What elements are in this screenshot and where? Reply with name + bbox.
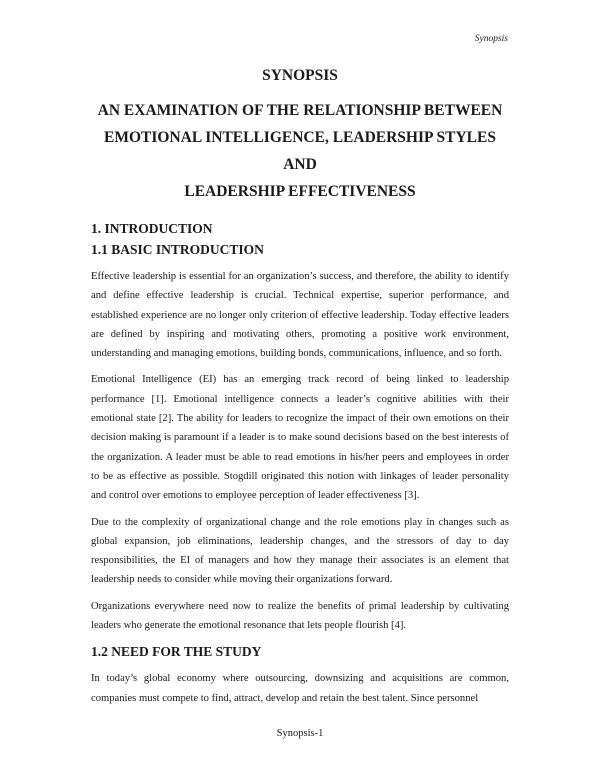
section-heading-introduction: 1. INTRODUCTION <box>91 221 213 236</box>
title-line-1: AN EXAMINATION OF THE RELATIONSHIP BETWEEN <box>97 102 503 119</box>
paragraph: Effective leadership is essential for an organization’s success, and therefore, the ability to identify and define effective leadership is crucial. Technical expertise, superior performance, and established experience are no longer only criterion of effective leadership. Today effective leaders are defined by inspiring and motivating others, promoting a positive work environment, understanding and managing emotions, building bonds, communications, influence, and so forth. <box>91 271 509 360</box>
subsection-heading-basic-introduction: 1.1 BASIC INTRODUCTION <box>91 242 264 257</box>
document-title <box>91 97 509 205</box>
page-body <box>91 60 509 708</box>
title-line-2: EMOTIONAL INTELLIGENCE, LEADERSHIP STYLES AND <box>104 129 496 173</box>
synopsis-heading: SYNOPSIS <box>262 67 338 84</box>
paragraph: In today’s global economy where outsourcing, downsizing and acquisitions are common, companies must compete to find, attract, develop and retain the best talent. Since personnel <box>91 673 509 704</box>
title-line-3: LEADERSHIP EFFECTIVENESS <box>184 183 416 200</box>
paragraph: Organizations everywhere need now to realize the benefits of primal leadership by cultivating leaders who generate the emotional resonance that lets people flourish [4]. <box>91 600 509 632</box>
introduction-body <box>91 267 509 635</box>
subsection-heading-need-for-study: 1.2 NEED FOR THE STUDY <box>91 644 262 660</box>
page-footer: Synopsis-1 <box>276 728 324 739</box>
running-header: Synopsis <box>474 34 508 44</box>
need-for-study-body <box>91 669 509 708</box>
paragraph: Emotional Intelligence (EI) has an emerging track record of being linked to leadership performance [1]. Emotional intelligence connects a leader’s cognitive abilities with their emotional state [2]. The ability for leaders to recognize the impact of their own emotions on their decision making is paramount if a leader is to make sound decisions based on the best interests of the organization. A leader must be able to read emotions in his/her peers and employees in order to be as effective as possible. Stogdill originated this notion with linkages of leader personality and control over emotions to employee perception of leader effectiveness [3]. <box>91 374 509 502</box>
paragraph: Due to the complexity of organizational change and the role emotions play in changes such as global expansion, job eliminations, leadership changes, and the stressors of day to day responsibilities, the EI of managers and how they manage their associates is an element that leadership needs to consider while moving their organizations forward. <box>91 516 509 586</box>
